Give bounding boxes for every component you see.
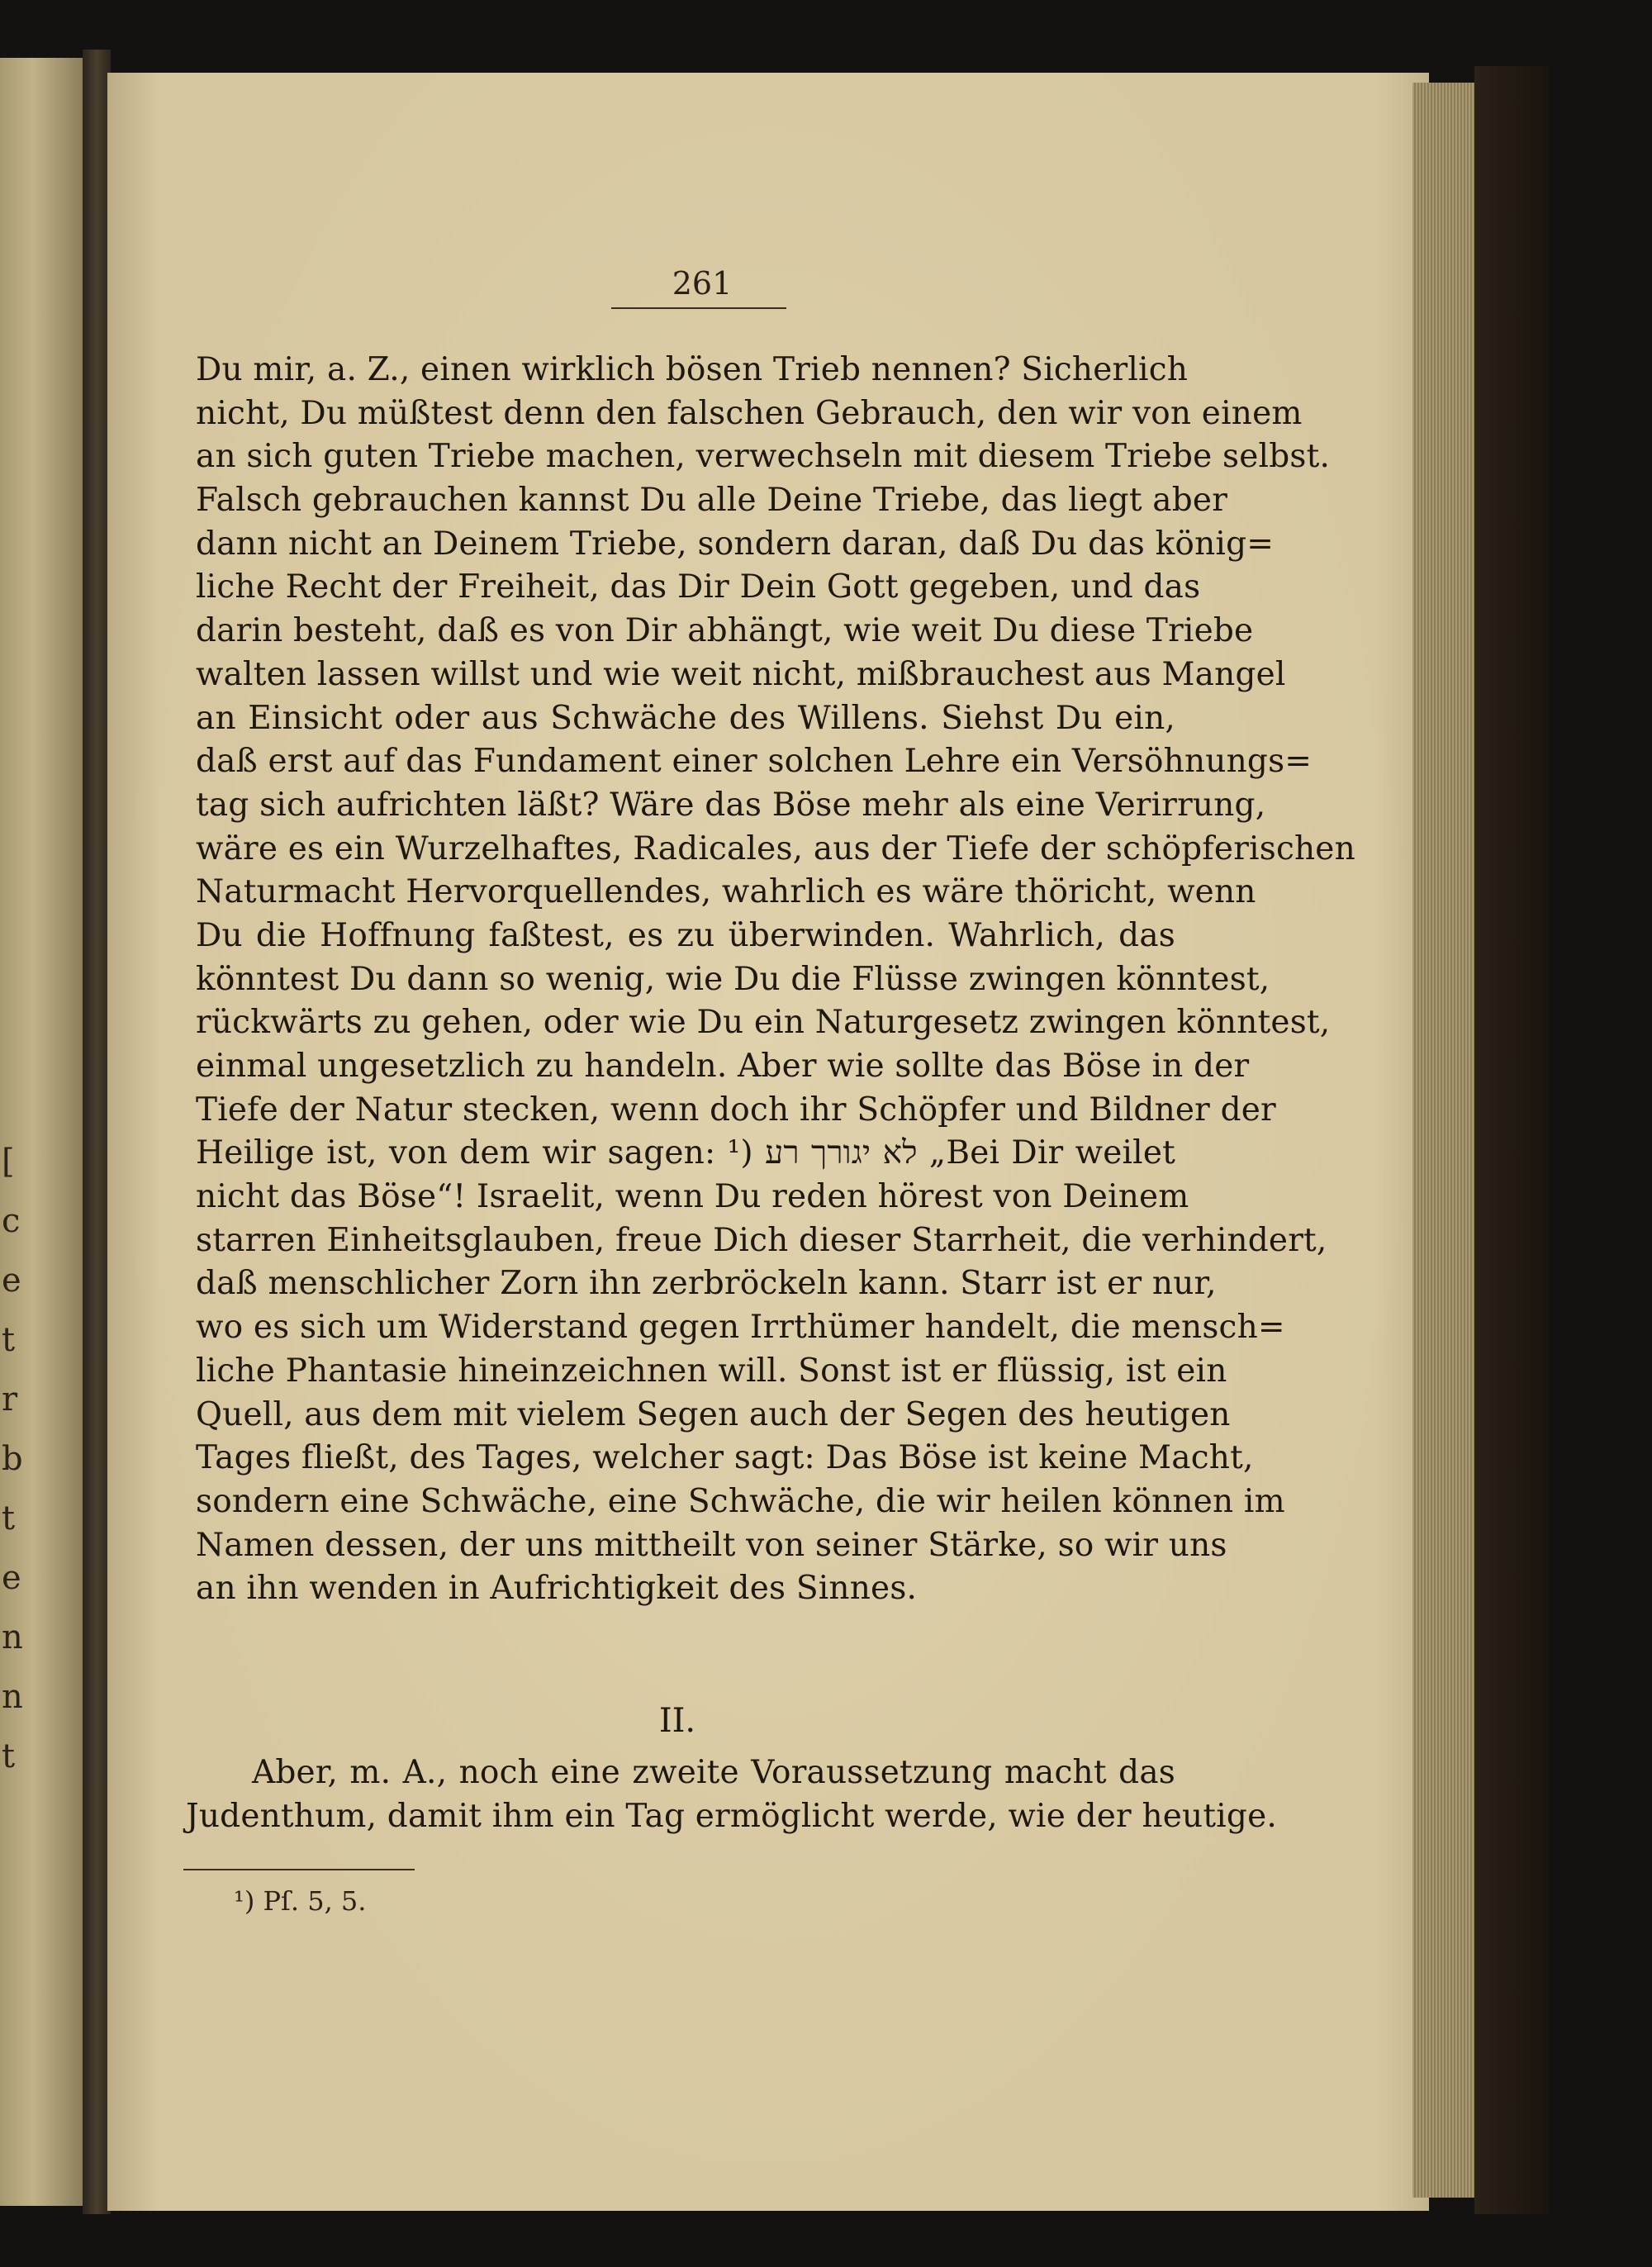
text-line: Aber, m. A., noch eine zweite Voraussetzung macht das (252, 1754, 1175, 1791)
text-line: Du mir, a. Z., einen wirklich bösen Trieb nennen? Sicherlich (196, 351, 1189, 388)
text-line: Falsch gebrauchen kannst Du alle Deine Triebe, das liegt aber (196, 482, 1228, 520)
text-line: liche Recht der Freiheit, das Dir Dein Gott gegeben, und das (196, 568, 1201, 606)
footnote: ¹) Pſ. 5, 5. (234, 1885, 367, 1917)
page-fore-edge (1412, 83, 1474, 2198)
prev-letter: e (2, 1262, 21, 1300)
text-line: nicht das Böse“! Israelit, wenn Du reden hörest von Deinem (196, 1178, 1189, 1216)
body-text (196, 349, 1355, 1611)
section-heading: II. (658, 1702, 696, 1740)
text-line: Naturmacht Hervorquellendes, wahrlich es wäre thöricht, wenn (196, 873, 1256, 911)
prev-letter: [ (2, 1143, 15, 1181)
text-line: nicht, Du müßtest denn den falschen Gebrauch, den wir von einem (196, 394, 1303, 432)
text-line: sondern eine Schwäche, eine Schwäche, die wir heilen können im (196, 1482, 1285, 1520)
book-cover-edge (1474, 66, 1549, 2214)
text-line: starren Einheitsglauben, freue Dich dieser Starrheit, die verhindert, (196, 1221, 1327, 1259)
prev-letter: t (2, 1737, 16, 1775)
prev-letter: e (2, 1559, 21, 1597)
prev-letter: b (2, 1440, 23, 1478)
prev-letter: t (2, 1321, 16, 1359)
second-paragraph (186, 1751, 1277, 1838)
text-line: wäre es ein Wurzelhaftes, Radicales, aus der Tiefe der schöpferischen (196, 829, 1355, 867)
previous-page-letters (2, 1132, 35, 1786)
text-line: walten lassen willst und wie weit nicht, mißbrauchest aus Mangel (196, 655, 1286, 693)
prev-letter: r (2, 1381, 18, 1419)
text-line: an Einsicht oder aus Schwäche des Willens. Siehst Du ein, (196, 699, 1175, 737)
previous-page-edge (0, 58, 83, 2206)
page-number-rule (611, 307, 786, 309)
book-gutter (83, 50, 111, 2214)
page-number: 261 (672, 265, 733, 302)
text-line: dann nicht an Deinem Triebe, sondern daran, daß Du das könig= (196, 525, 1275, 563)
text-line: Du die Hoffnung faßtest, es zu überwinden. Wahrlich, das (196, 916, 1175, 954)
prev-letter: n (2, 1618, 23, 1656)
text-line: daß erst auf das Fundament einer solchen Lehre ein Versöhnungs= (196, 743, 1313, 781)
footnote-rule (183, 1869, 415, 1870)
text-line: einmal ungesetzlich zu handeln. Aber wie sollte das Böse in der (196, 1048, 1250, 1085)
text-line: darin besteht, daß es von Dir abhängt, wie weit Du diese Triebe (196, 612, 1254, 650)
text-line: wo es sich um Widerstand gegen Irrthümer handelt, die mensch= (196, 1309, 1285, 1347)
text-line: rückwärts zu gehen, oder wie Du ein Naturgesetz zwingen könntest, (196, 1004, 1331, 1042)
prev-letter: c (2, 1202, 21, 1240)
text-line: tag sich aufrichten läßt? Wäre das Böse mehr als eine Verirrung, (196, 786, 1266, 824)
text-line: an sich guten Triebe machen, verwechseln mit diesem Triebe selbst. (196, 438, 1331, 476)
text-line: Quell, aus dem mit vielem Segen auch der Segen des heutigen (196, 1395, 1231, 1433)
text-line: könntest Du dann so wenig, wie Du die Flüsse zwingen könntest, (196, 960, 1270, 998)
text-line: liche Phantasie hineinzeichnen will. Sonst ist er flüssig, ist ein (196, 1352, 1227, 1390)
text-line: Heilige ist, von dem wir sagen: ¹) לא יגורך רע „Bei Dir weilet (196, 1134, 1176, 1172)
text-line: Namen dessen, der uns mittheilt von seiner Stärke, so wir uns (196, 1526, 1227, 1564)
text-line: an ihn wenden in Aufrichtigkeit des Sinnes. (196, 1570, 918, 1608)
text-line: daß menschlicher Zorn ihn zerbröckeln kann. Starr ist er nur, (196, 1265, 1217, 1303)
prev-letter: n (2, 1678, 23, 1716)
text-line: Tages fließt, des Tages, welcher sagt: Das Böse ist keine Macht, (196, 1439, 1254, 1477)
text-line: Tiefe der Natur stecken, wenn doch ihr Schöpfer und Bildner der (196, 1091, 1276, 1129)
prev-letter: t (2, 1499, 16, 1537)
text-line: Judenthum, damit ihm ein Tag ermöglicht werde, wie der heutige. (186, 1797, 1277, 1835)
